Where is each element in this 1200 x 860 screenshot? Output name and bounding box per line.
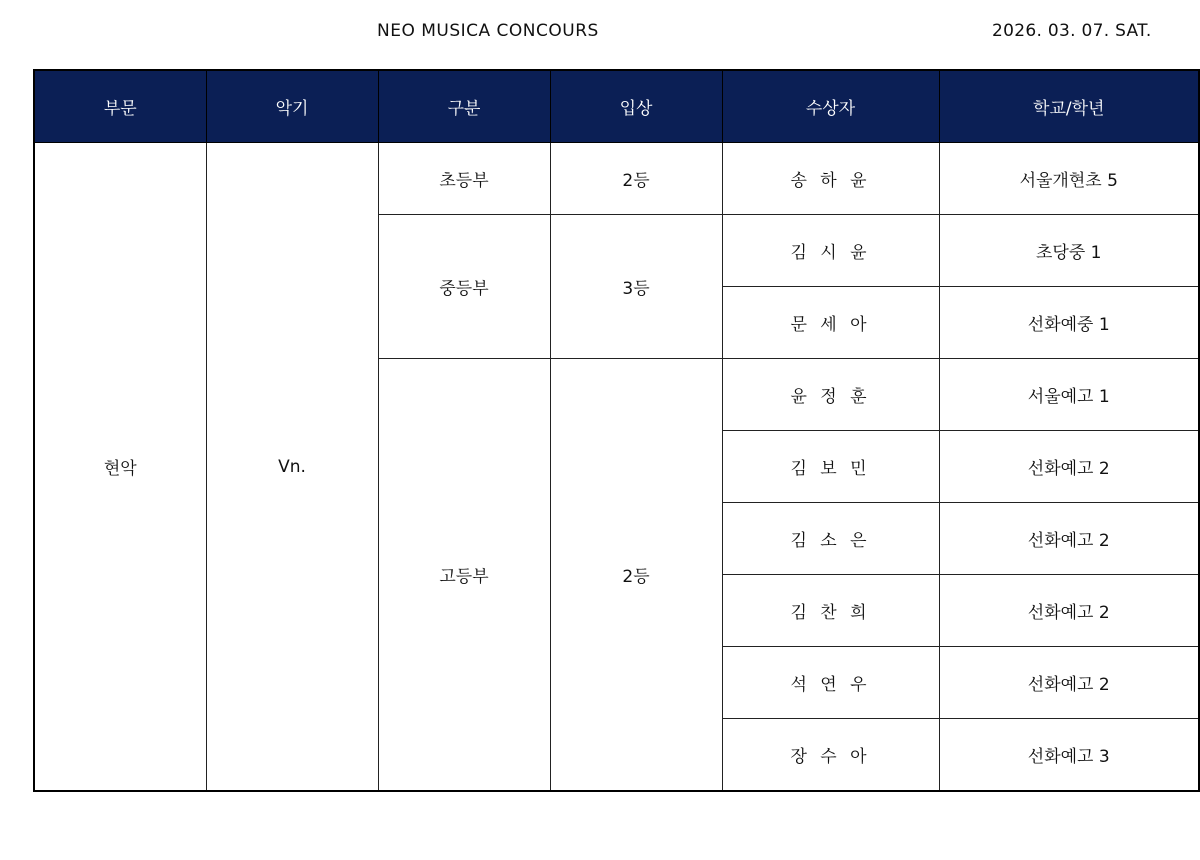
winner-school: 서울개현초 5 bbox=[939, 143, 1199, 215]
table-row bbox=[34, 143, 1199, 215]
winner-school: 선화예고 2 bbox=[939, 575, 1199, 647]
winner-name: 김 시 윤 bbox=[722, 215, 939, 287]
winner-school: 선화예고 3 bbox=[939, 719, 1199, 792]
winner-name: 송 하 윤 bbox=[722, 143, 939, 215]
column-header-winner: 수상자 bbox=[722, 70, 939, 143]
winner-name: 문 세 아 bbox=[722, 287, 939, 359]
column-header-place: 입상 bbox=[550, 70, 722, 143]
instrument-cell: Vn. bbox=[206, 143, 378, 792]
winner-school: 선화예고 2 bbox=[939, 647, 1199, 719]
winner-name: 장 수 아 bbox=[722, 719, 939, 792]
winner-school: 서울예고 1 bbox=[939, 359, 1199, 431]
column-header-division: 부문 bbox=[34, 70, 206, 143]
winner-name: 김 찬 희 bbox=[722, 575, 939, 647]
column-header-school-grade: 학교/학년 bbox=[939, 70, 1199, 143]
category-cell-elementary: 초등부 bbox=[378, 143, 550, 215]
category-cell-high: 고등부 bbox=[378, 359, 550, 792]
results-table bbox=[33, 69, 1200, 792]
winner-school: 초당중 1 bbox=[939, 215, 1199, 287]
column-header-instrument: 악기 bbox=[206, 70, 378, 143]
winner-name: 윤 정 훈 bbox=[722, 359, 939, 431]
winner-school: 선화예고 2 bbox=[939, 431, 1199, 503]
division-cell: 현악 bbox=[34, 143, 206, 792]
winner-name: 김 소 은 bbox=[722, 503, 939, 575]
place-cell-high: 2등 bbox=[550, 359, 722, 792]
place-cell-middle: 3등 bbox=[550, 215, 722, 359]
table-header-row bbox=[34, 70, 1199, 143]
place-cell-elementary: 2등 bbox=[550, 143, 722, 215]
column-header-category: 구분 bbox=[378, 70, 550, 143]
winner-school: 선화예고 2 bbox=[939, 503, 1199, 575]
category-cell-middle: 중등부 bbox=[378, 215, 550, 359]
winner-name: 김 보 민 bbox=[722, 431, 939, 503]
winner-school: 선화예중 1 bbox=[939, 287, 1199, 359]
document-title: NEO MUSICA CONCOURS bbox=[377, 21, 599, 41]
document-date: 2026. 03. 07. SAT. bbox=[992, 21, 1152, 41]
winner-name: 석 연 우 bbox=[722, 647, 939, 719]
